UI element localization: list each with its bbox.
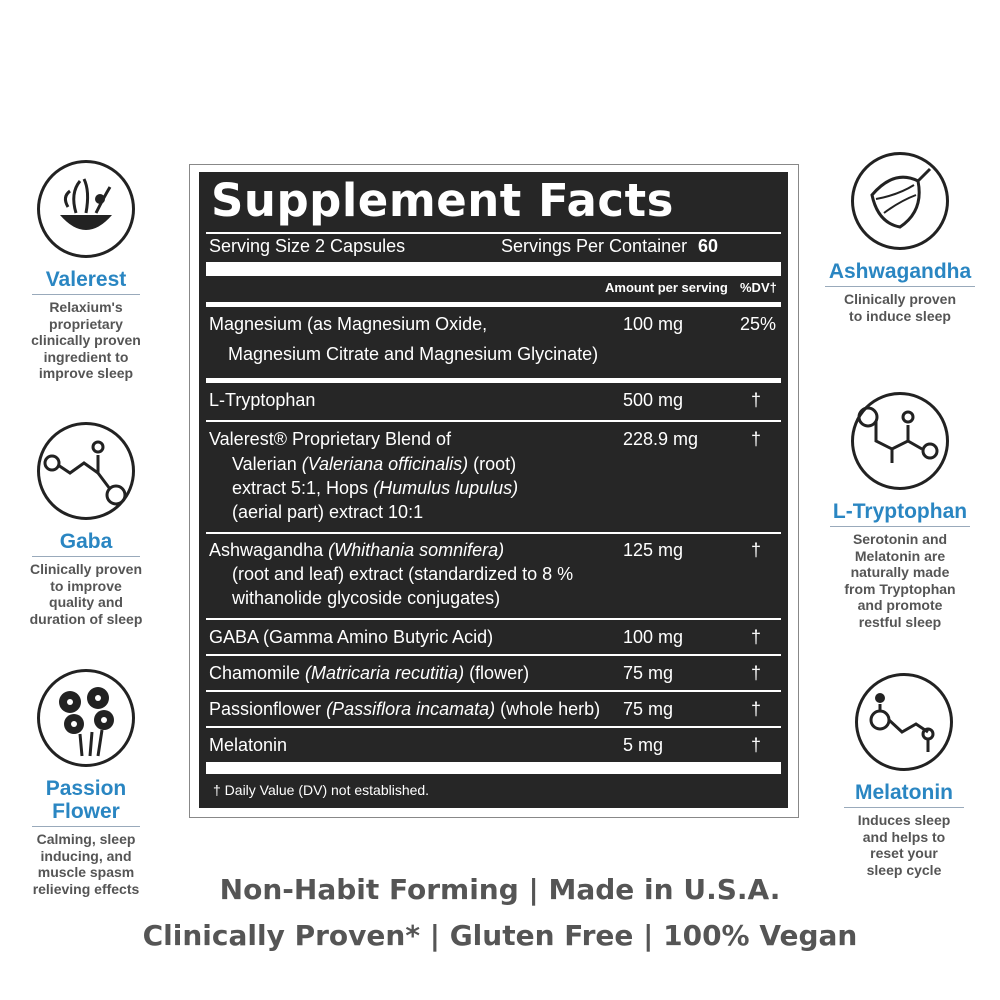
nutrient-amount: 125 mg <box>623 540 684 560</box>
supplement-facts-label <box>199 172 788 808</box>
feature-description: Relaxium's proprietary clinically proven ingredient to improve sleep <box>31 299 141 381</box>
feature-description: Calming, sleep inducing, and muscle spasm relieving effects <box>32 831 140 897</box>
nutrient-amount: 100 mg <box>623 314 684 334</box>
feature-title: Ashwagandha <box>828 260 972 283</box>
herb-bowl-icon <box>37 160 135 258</box>
nutrient-name: Magnesium (as Magnesium Oxide, <box>209 314 488 334</box>
divider <box>32 294 140 295</box>
nutrient-name: Valerian (Valeriana officinalis) (root) <box>232 454 517 474</box>
divider <box>206 420 781 422</box>
ashwagandha-feature <box>812 152 988 324</box>
feature-title: Melatonin <box>855 781 953 804</box>
divider <box>206 618 781 620</box>
feature-title: Gaba <box>59 530 113 553</box>
feature-description: Clinically proven to induce sleep <box>843 291 957 324</box>
l-tryptophan-feature <box>820 392 980 630</box>
divider <box>830 526 970 527</box>
nutrient-dv: † <box>751 540 762 560</box>
valerest-feature <box>18 160 154 382</box>
nutrient-name: GABA (Gamma Amino Butyric Acid) <box>209 627 494 647</box>
nutrient-name: Valerest® Proprietary Blend of <box>209 429 452 449</box>
berry-icon <box>851 152 949 250</box>
nutrient-name: Melatonin <box>209 735 288 755</box>
nutrient-name: withanolide glycoside conjugates) <box>232 588 501 608</box>
nutrient-amount: 5 mg <box>623 735 664 755</box>
dv-header: %DV† <box>740 280 777 295</box>
servings-per-container-label: Servings Per Container <box>501 236 688 256</box>
nutrient-amount: 500 mg <box>623 390 684 410</box>
feature-title: Valerest <box>45 268 127 291</box>
feature-title: Passion Flower <box>45 777 127 823</box>
nutrient-dv: † <box>751 699 762 719</box>
servings-per-container-value: 60 <box>698 236 719 256</box>
passion-flower-feature <box>18 669 154 897</box>
divider <box>32 826 140 827</box>
nutrient-name: Passionflower (Passiflora incamata) (whole herb) <box>209 699 601 719</box>
divider <box>206 302 781 307</box>
serving-size: Serving Size 2 Capsules <box>209 236 406 256</box>
feature-description: Serotonin and Melatonin are naturally made from Tryptophan and promote restful sleep <box>844 531 956 630</box>
divider <box>32 556 140 557</box>
divider <box>206 232 781 234</box>
nutrient-amount: 75 mg <box>623 699 674 719</box>
nutrient-amount: 228.9 mg <box>623 429 699 449</box>
divider <box>206 378 781 383</box>
nutrient-dv: † <box>751 429 762 449</box>
nutrient-name: Magnesium Citrate and Magnesium Glycinate) <box>228 344 599 364</box>
gaba-feature <box>18 422 154 627</box>
amount-header: Amount per serving <box>605 280 728 295</box>
nutrient-amount: 75 mg <box>623 663 674 683</box>
nutrient-dv: † <box>751 390 762 410</box>
footer-claims-line-1: Non-Habit Forming | Made in U.S.A. <box>219 873 781 906</box>
nutrient-name: extract 5:1, Hops (Humulus lupulus) <box>232 478 519 498</box>
divider <box>206 762 781 774</box>
flower-icon <box>37 669 135 767</box>
nutrient-name: L-Tryptophan <box>209 390 316 410</box>
molecule-icon <box>851 392 949 490</box>
nutrient-name: (root and leaf) extract (standardized to 8 % <box>232 564 574 584</box>
footer-claims-line-2: Clinically Proven* | Gluten Free | 100% Vegan <box>142 919 858 952</box>
nutrient-dv: † <box>751 663 762 683</box>
nutrient-name: (aerial part) extract 10:1 <box>232 502 424 522</box>
divider <box>206 726 781 728</box>
divider <box>844 807 964 808</box>
feature-description: Clinically proven to improve quality and duration of sleep <box>29 561 143 627</box>
divider <box>825 286 975 287</box>
nutrient-dv: † <box>751 627 762 647</box>
divider <box>206 262 781 276</box>
molecule-icon <box>37 422 135 520</box>
nutrient-name: Ashwagandha (Whithania somnifera) <box>209 540 505 560</box>
nutrient-dv: 25% <box>740 314 777 334</box>
divider <box>206 690 781 692</box>
melatonin-feature <box>834 673 974 878</box>
nutrient-dv: † <box>751 735 762 755</box>
label-title: Supplement Facts <box>211 174 674 227</box>
nutrient-amount: 100 mg <box>623 627 684 647</box>
divider <box>206 654 781 656</box>
feature-description: Induces sleep and helps to reset your sleep cycle <box>857 812 951 878</box>
nutrient-name: Chamomile (Matricaria recutitia) (flower) <box>209 663 530 683</box>
divider <box>206 532 781 534</box>
footnote: † Daily Value (DV) not established. <box>213 782 430 798</box>
feature-title: L-Tryptophan <box>832 500 968 523</box>
molecule-icon <box>855 673 953 771</box>
